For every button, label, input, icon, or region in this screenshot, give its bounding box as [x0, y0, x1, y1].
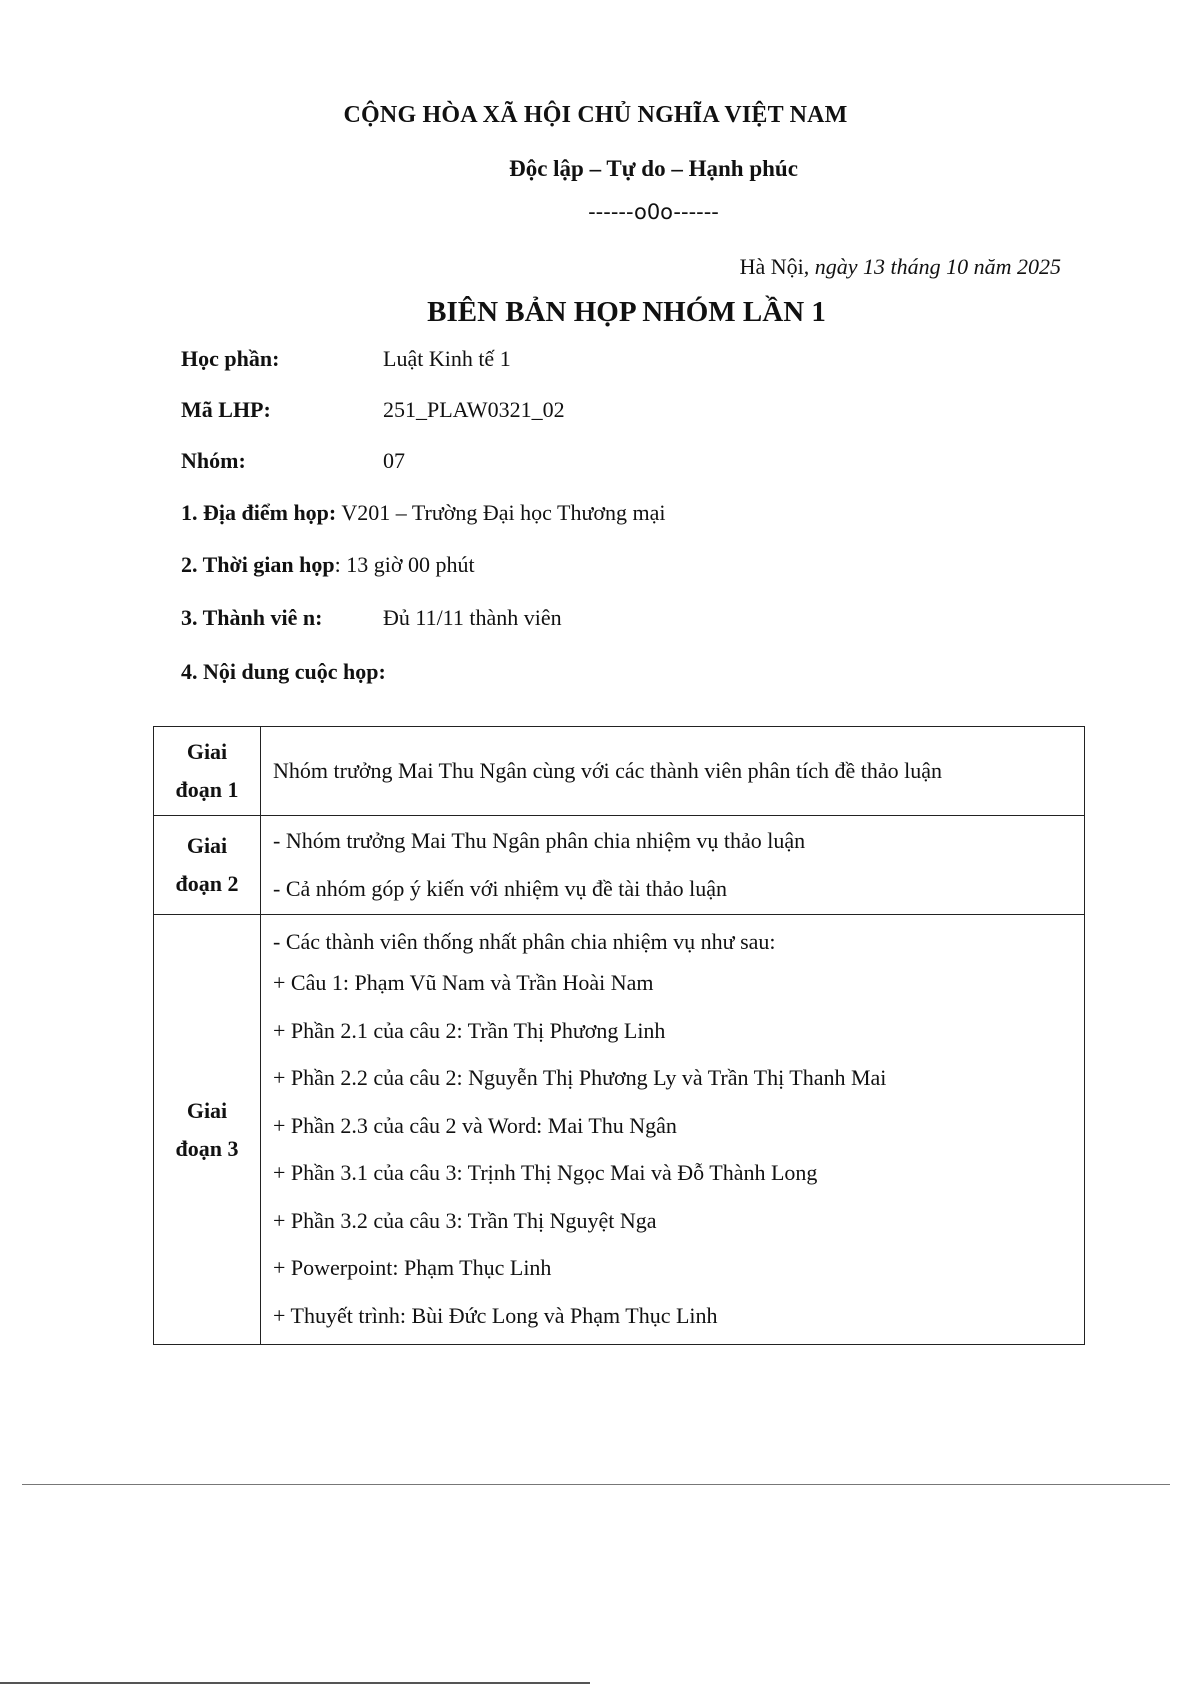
course-value: Luật Kinh tế 1 — [383, 346, 511, 371]
table-row — [154, 727, 1085, 816]
stage-content-cell — [261, 816, 1085, 915]
table-row — [154, 816, 1085, 915]
class-code-value: 251_PLAW0321_02 — [383, 397, 565, 422]
stage-label-line2: đoạn 1 — [175, 777, 239, 802]
group-value: 07 — [383, 448, 405, 473]
date-text: ngày 13 tháng 10 năm 2025 — [814, 254, 1061, 279]
stage-label-line2: đoạn 2 — [175, 871, 239, 896]
stage-cell — [154, 915, 261, 1345]
task-assignment-line: + Phần 2.1 của câu 2: Trần Thị Phương Linh — [273, 1017, 666, 1043]
content-heading-line — [181, 659, 386, 685]
class-code-label: Mã LHP: — [181, 397, 271, 422]
national-name-heading: CỘNG HÒA XÃ HỘI CHỦ NGHĨA VIỆT NAM — [343, 102, 848, 128]
stage-label-line1: Giai — [186, 833, 228, 858]
group-label: Nhóm: — [181, 448, 246, 473]
stage-label-line1: Giai — [186, 739, 228, 764]
location-label: 1. Địa điểm họp: — [181, 500, 337, 525]
content-line: - Các thành viên thống nhất phân chia nhiệm vụ như sau: — [273, 929, 776, 954]
members-value: Đủ 11/11 thành viên — [383, 605, 562, 630]
content-line: - Nhóm trưởng Mai Thu Ngân phân chia nhiệm vụ thảo luận — [273, 828, 806, 853]
content-heading: 4. Nội dung cuộc họp: — [181, 659, 386, 684]
task-assignment-line: + Powerpoint: Phạm Thục Linh — [273, 1255, 552, 1280]
national-motto: Độc lập – Tự do – Hạnh phúc — [509, 156, 798, 181]
page-divider — [22, 1484, 1170, 1485]
date-line — [740, 254, 1061, 280]
task-assignment-line: + Phần 3.2 của câu 3: Trần Thị Nguyệt Nga — [273, 1207, 657, 1233]
content-line: Nhóm trưởng Mai Thu Ngân cùng với các thành viên phân tích đề thảo luận — [273, 758, 942, 783]
task-assignment-line: + Phần 3.1 của câu 3: Trịnh Thị Ngọc Mai và Đỗ Thành Long — [273, 1160, 818, 1185]
stage-content-cell — [261, 727, 1085, 816]
stage-cell — [154, 727, 261, 816]
stage-label-line1: Giai — [186, 1097, 228, 1123]
task-assignment-line: + Phần 2.2 của câu 2: Nguyễn Thị Phương Ly và Trần Thị Thanh Mai — [273, 1065, 887, 1090]
stage-content-cell — [261, 915, 1085, 1345]
table-row — [154, 915, 1085, 1345]
header-separator: ------o0o------ — [588, 200, 719, 224]
time-label: 2. Thời gian họp — [181, 552, 335, 577]
location-line — [181, 500, 666, 526]
members-label: 3. Thành viê n: — [181, 605, 323, 630]
document-title: BIÊN BẢN HỌP NHÓM LẦN 1 — [427, 296, 826, 328]
task-assignment-line: + Câu 1: Phạm Vũ Nam và Trần Hoài Nam — [273, 970, 654, 995]
content-line: - Cả nhóm góp ý kiến với nhiệm vụ đề tài thảo luận — [273, 876, 727, 901]
date-place: Hà Nội, — [739, 254, 810, 279]
task-assignment-line: + Phần 2.3 của câu 2 và Word: Mai Thu Ngân — [273, 1112, 677, 1138]
location-value: V201 – Trường Đại học Thương mại — [341, 500, 666, 525]
time-value: : 13 giờ 00 phút — [334, 552, 475, 577]
time-line — [181, 552, 475, 578]
meeting-content-table — [153, 726, 1085, 1345]
members-line — [181, 605, 562, 631]
task-assignment-line: + Thuyết trình: Bùi Đức Long và Phạm Thục Linh — [273, 1302, 718, 1328]
stage-label-line2: đoạn 3 — [175, 1135, 239, 1161]
stage-cell — [154, 816, 261, 915]
course-label: Học phần: — [181, 346, 280, 371]
footer-rule — [0, 1682, 590, 1684]
